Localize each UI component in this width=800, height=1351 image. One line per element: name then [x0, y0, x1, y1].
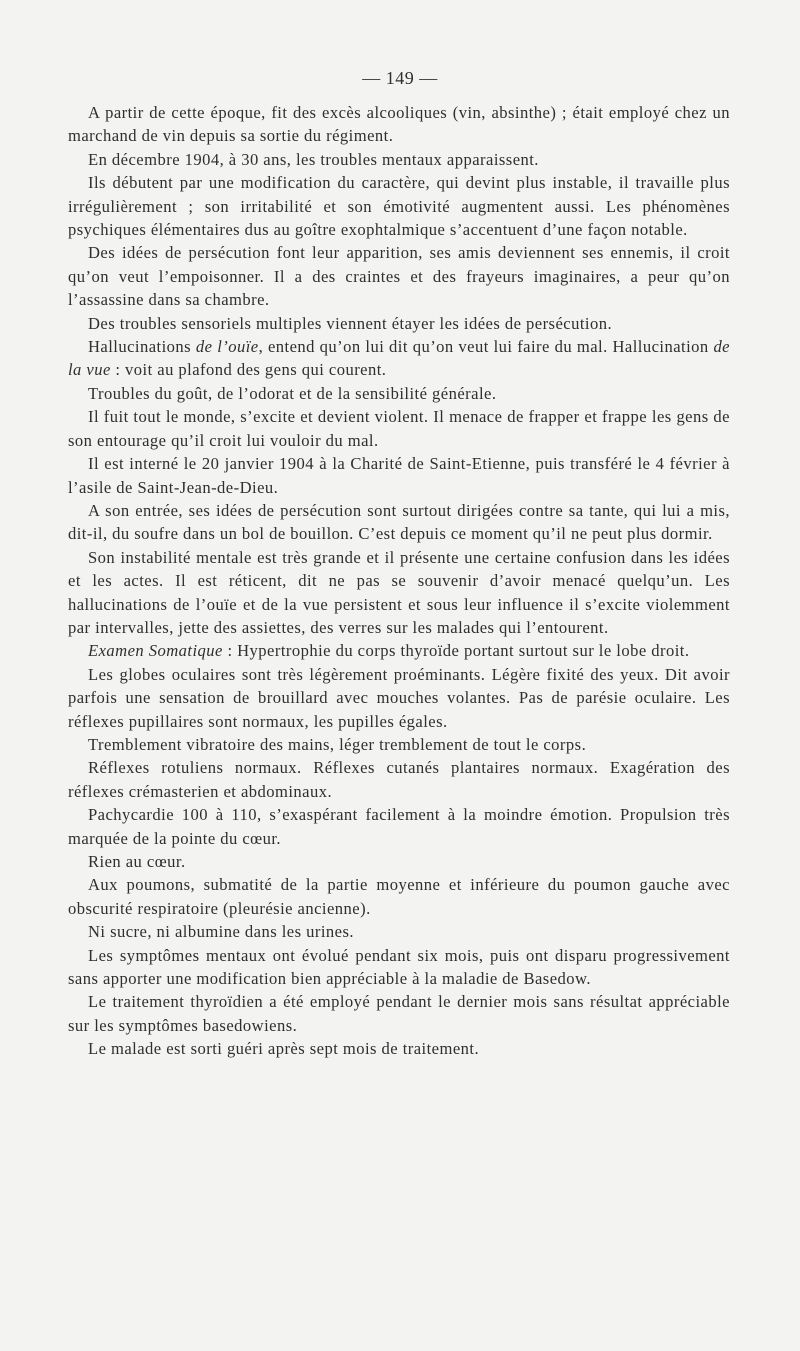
paragraph	[68, 452, 730, 499]
text-run: Tremblement vibratoire des mains, léger tremblement de tout le corps.	[88, 734, 587, 754]
paragraph	[68, 733, 730, 756]
text-run: Des idées de persécution font leur apparition, ses amis deviennent ses ennemis, il croit qu’on veut l’empoisonner. Il a des craintes et des frayeurs imaginaires, a peur qu’on l’assassine dans sa chambre.	[68, 243, 730, 310]
paragraph	[68, 499, 730, 546]
paragraph	[68, 639, 730, 662]
text-run: Aux poumons, submatité de la partie moyenne et inférieure du poumon gauche avec obscurité respiratoire (pleurésie ancienne).	[68, 875, 730, 918]
text-run: Les globes oculaires sont très légèrement proéminants. Légère fixité des yeux. Dit avoir parfois une sensation de brouillard avec mouches volantes. Pas de parésie oculaire. Les réflexes pupillaires sont normaux, les pupilles égales.	[68, 664, 730, 731]
text-run: Réflexes rotuliens normaux. Réflexes cutanés plantaires normaux. Exagération des réflexes crémasterien et abdominaux.	[68, 758, 730, 801]
paragraph	[68, 405, 730, 452]
paragraph	[68, 335, 730, 382]
italic-text: de la vue	[68, 337, 730, 380]
text-run: , entend qu’on lui dit qu’on veut lui faire du mal. Hallucination	[258, 337, 714, 357]
text-run: Le malade est sorti guéri après sept mois de traitement.	[88, 1039, 480, 1059]
paragraph	[68, 920, 730, 943]
paragraph	[68, 312, 730, 335]
text-run: Rien au cœur.	[88, 852, 186, 871]
italic-text: de l’ouïe	[195, 337, 259, 357]
paragraph	[68, 803, 730, 850]
paragraph	[68, 873, 730, 920]
body-text	[68, 101, 730, 1061]
text-run: Ni sucre, ni albumine dans les urines.	[88, 922, 354, 942]
italic-text: Examen Somatique	[88, 641, 223, 661]
paragraph	[68, 101, 730, 148]
paragraph	[68, 171, 730, 241]
paragraph	[68, 663, 730, 733]
text-run: : Hypertrophie du corps thyroïde portant surtout sur le lobe droit.	[222, 641, 690, 661]
text-run: Son instabilité mentale est très grande et il présente une certaine confusion dans les idées et les actes. Il est réticent, dit ne pas se souvenir d’avoir menacé quelqu’un. Les hallucinations de l’ouïe et de la vue persistent et sous leur influence il s’excite violemment par intervalles, jette des assiettes, des verres sur les malades qui l’entourent.	[68, 547, 730, 637]
paragraph	[68, 546, 730, 640]
paragraph	[68, 850, 730, 873]
text-run: Il est interné le 20 janvier 1904 à la Charité de Saint-Etienne, puis transféré le 4 février à l’asile de Saint-Jean-de-Dieu.	[68, 454, 730, 497]
text-run: : voit au plafond des gens qui courent.	[110, 360, 387, 380]
text-run: Hallucinations	[88, 337, 196, 357]
text-run: A son entrée, ses idées de persécution sont surtout dirigées contre sa tante, qui lui a mis, dit-il, du soufre dans un bol de bouillon. C’est depuis ce moment qu’il ne peut plus dormir.	[68, 500, 730, 544]
text-run: A partir de cette époque, fit des excès alcooliques (vin, absinthe) ; était employé chez un marchand de vin depuis sa sortie du régiment.	[68, 103, 730, 146]
text-run: Les symptômes mentaux ont évolué pendant six mois, puis ont disparu progressivement sans apporter une modification bien appréciable à la maladie de Basedow.	[68, 945, 730, 989]
paragraph	[68, 756, 730, 803]
paragraph	[68, 382, 730, 405]
text-run: Des troubles sensoriels multiples viennent étayer les idées de persécution.	[88, 313, 613, 333]
text-run: Ils débutent par une modification du caractère, qui devint plus instable, il travaille plus irrégulièrement ; son irritabilité et son émotivité augmentent aussi. Les phénomènes psychiques élémentaires dus au goître exophtalmique s’accentuent d’une façon notable.	[68, 173, 730, 240]
paragraph	[68, 990, 730, 1037]
paragraph	[68, 944, 730, 991]
text-run: Pachycardie 100 à 110, s’exaspérant facilement à la moindre émotion. Propulsion très marquée de la pointe du cœur.	[68, 805, 730, 848]
paragraph	[68, 148, 730, 171]
paragraph	[68, 1037, 730, 1060]
text-run: En décembre 1904, à 30 ans, les troubles mentaux apparaissent.	[88, 149, 539, 169]
text-run: Il fuit tout le monde, s’excite et devient violent. Il menace de frapper et frappe les gens de son entourage qu’il croit lui vouloir du mal.	[68, 407, 730, 450]
text-run: Le traitement thyroïdien a été employé pendant le dernier mois sans résultat appréciable sur les symptômes basedowiens.	[68, 992, 730, 1035]
text-run: Troubles du goût, de l’odorat et de la sensibilité générale.	[88, 383, 497, 403]
paragraph	[68, 241, 730, 311]
page-number: — 149 —	[362, 68, 438, 88]
